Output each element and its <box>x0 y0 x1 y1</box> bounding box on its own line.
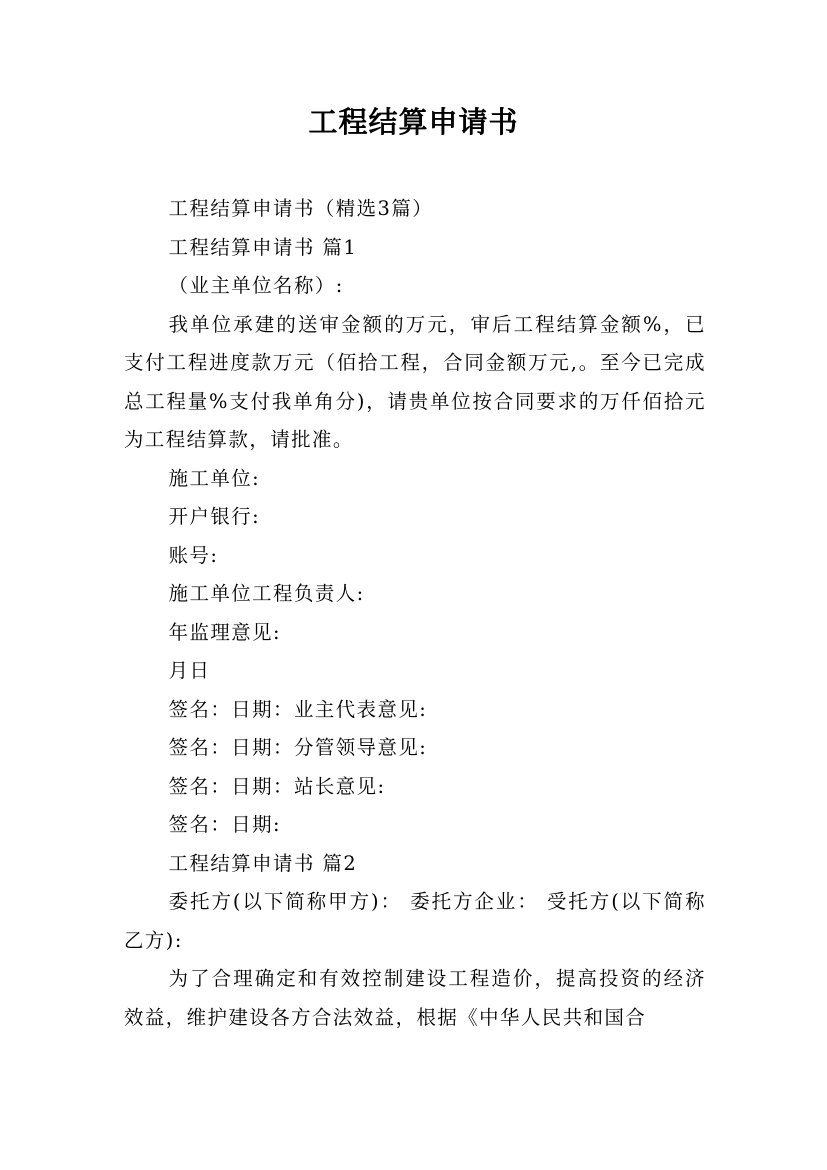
paragraph: （业主单位名称）: <box>168 274 344 297</box>
paragraph: 账号: <box>168 543 219 567</box>
paragraph: 签名：日期: <box>168 813 282 836</box>
paragraph: 委托方(以下简称甲方)： 委托方企业： 受托方(以下简称乙方): <box>124 890 706 952</box>
paragraph: 签名：日期：业主代表意见: <box>168 697 428 721</box>
paragraph: 工程结算申请书 篇2 <box>168 851 358 875</box>
paragraph: 签名：日期：分管领导意见: <box>168 736 428 759</box>
document-title: 工程结算申请书 <box>308 105 519 139</box>
paragraph: 签名：日期：站长意见: <box>168 774 386 798</box>
paragraph: 施工单位工程负责人: <box>168 582 365 605</box>
paragraph: 为了合理确定和有效控制建设工程造价，提高投资的经济效益，维护建设各方合法效益，根据《中华人民共和国合 <box>124 967 706 1029</box>
paragraph: 我单位承建的送审金额的万元，审后工程结算金额%，已支付工程进度款万元（佰拾工程，合同金额万元,。至今已完成总工程量%支付我单角分)，请贵单位按合同要求的万仟佰拾元为工程结算款，请批准。 <box>124 312 706 451</box>
document-body <box>124 190 706 1037</box>
paragraph: 工程结算申请书 篇1 <box>168 235 358 259</box>
paragraph: 年监理意见: <box>168 620 282 644</box>
paragraph: 开户银行: <box>168 505 261 528</box>
paragraph: 施工单位: <box>168 466 261 490</box>
paragraph: 月日 <box>168 659 211 682</box>
paragraph: 工程结算申请书（精选3篇） <box>168 197 434 220</box>
